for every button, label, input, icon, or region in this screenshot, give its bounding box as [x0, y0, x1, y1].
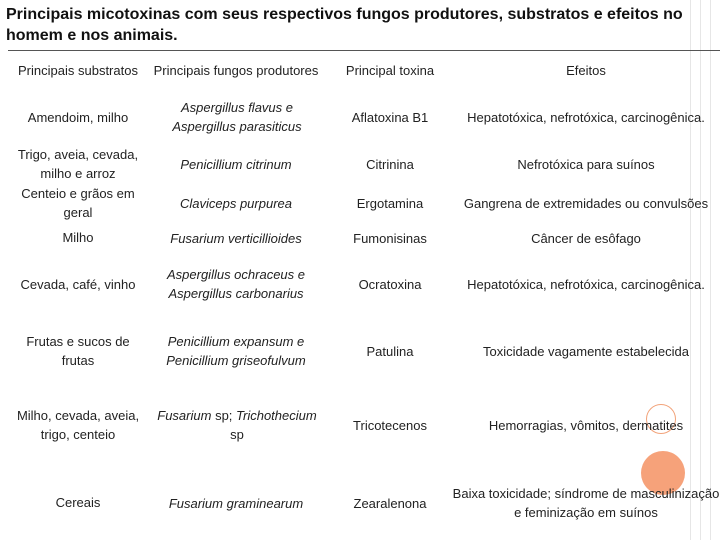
fungo-genus: Fusarium [157, 408, 212, 423]
cell-substrato: Amendoim, milho [27, 109, 129, 125]
cell-fungo: Fusarium graminearum [168, 495, 304, 511]
cell-substrato: Milho, cevada, aveia, trigo, centeio [16, 408, 140, 442]
page-title: Principais micotoxinas com seus respectivos fungos produtores, substratos e efeitos no homem e nos animais. [6, 6, 683, 44]
fungo-sep: sp; [211, 408, 237, 423]
header-fungos: Principais fungos produtores [153, 62, 319, 78]
fungo-sp: sp [230, 427, 244, 442]
cell-toxina: Fumonisinas [353, 230, 427, 246]
cell-toxina: Aflatoxina B1 [351, 109, 429, 125]
cell-fungo: Penicillium expansum e Penicillium griseofulvum [166, 334, 306, 368]
cell-efeitos: Hepatotóxica, nefrotóxica, carcinogênica. [467, 276, 705, 292]
cell-efeitos: Gangrena de extremidades ou convulsões [463, 195, 709, 211]
cell-substrato: Cereais [55, 494, 101, 510]
cell-toxina: Tricotecenos [353, 417, 427, 433]
cell-substrato: Centeio e grãos em geral [21, 186, 135, 220]
cell-toxina: Ocratoxina [358, 276, 422, 292]
cell-toxina: Zearalenona [353, 495, 427, 511]
header-toxina: Principal toxina [345, 62, 435, 78]
cell-substrato: Cevada, café, vinho [20, 276, 136, 292]
cell-toxina: Ergotamina [356, 195, 424, 211]
cell-substrato: Milho [62, 229, 94, 245]
cell-efeitos: Hepatotóxica, nefrotóxica, carcinogênica. [467, 109, 705, 125]
fungo-genus: Trichothecium [236, 408, 317, 423]
cell-substrato: Trigo, aveia, cevada, milho e arroz [17, 147, 139, 181]
cell-efeitos: Hemorragias, vômitos, dermatites [488, 417, 684, 433]
cell-toxina: Citrinina [366, 156, 414, 172]
cell-efeitos: Baixa toxicidade; síndrome de masculinização e feminização em suínos [452, 486, 720, 520]
header-efeitos: Efeitos [566, 62, 606, 78]
cell-efeitos: Nefrotóxica para suínos [517, 156, 655, 172]
cell-efeitos: Toxicidade vagamente estabelecida [483, 343, 689, 359]
cell-fungo [150, 405, 324, 445]
cell-substrato: Frutas e sucos de frutas [26, 334, 130, 368]
cell-fungo: Penicillium citrinum [180, 156, 292, 172]
cell-fungo: Claviceps purpurea [179, 195, 292, 211]
header-divider [8, 50, 720, 51]
cell-fungo: Aspergillus flavus e Aspergillus parasiticus [172, 100, 302, 134]
cell-efeitos: Câncer de esôfago [531, 230, 641, 246]
cell-fungo: Fusarium verticillioides [170, 230, 302, 246]
cell-fungo: Aspergillus ochraceus e Aspergillus carbonarius [166, 267, 306, 301]
header-substratos: Principais substratos [18, 62, 138, 78]
cell-toxina: Patulina [366, 343, 414, 359]
